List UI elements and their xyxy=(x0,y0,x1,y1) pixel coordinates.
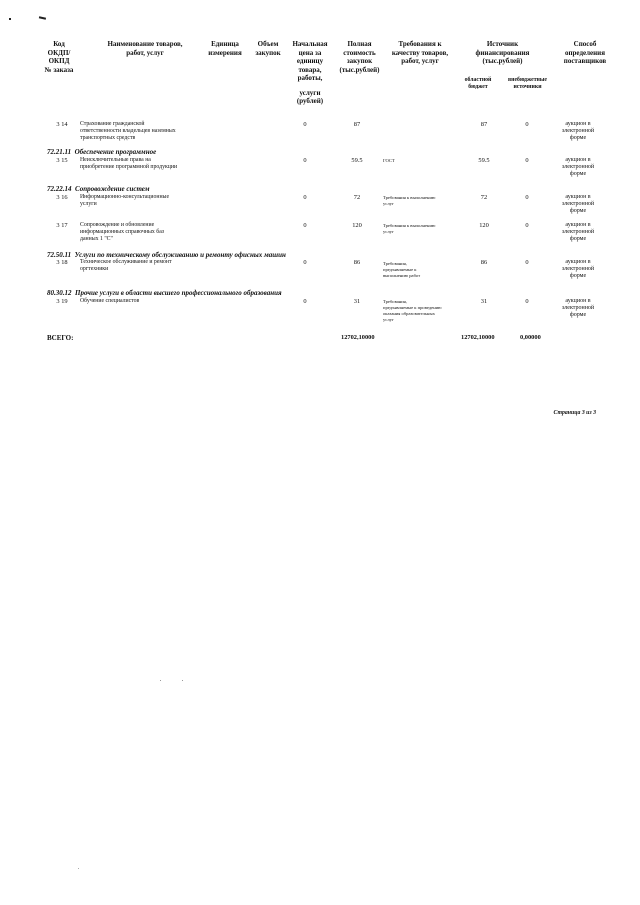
page-number: Страница 3 из 3 xyxy=(553,410,596,416)
header-funding-extra: внебюджетные источники xyxy=(508,77,547,90)
funding-extra: 0 xyxy=(525,298,529,305)
funding-regional: 59.5 xyxy=(478,157,490,164)
row-number: 3 16 xyxy=(56,194,68,201)
header-funding-regional: областной бюджет xyxy=(464,77,492,90)
unit-price: 0 xyxy=(303,121,307,128)
totals-total-cost: 12702,10000 xyxy=(341,334,375,341)
item-name: Страхование гражданской ответственности владельцев наземных транспортных средств xyxy=(80,121,176,141)
item-name: Сопровождение и обновление информационных справочных баз данных 1 "С" xyxy=(80,222,165,242)
item-name: Обучение специалистов xyxy=(80,298,140,304)
procurement-method: аукцион в электронной форме xyxy=(561,121,595,141)
procurement-method: аукцион в электронной форме xyxy=(561,157,595,177)
row-number: 3 15 xyxy=(56,157,68,164)
total-cost: 86 xyxy=(353,259,361,266)
header-method: Способ определения поставщиков xyxy=(563,40,607,65)
group-heading: 72.22.14 Сопровождение систем xyxy=(47,185,150,193)
header-name: Наименование товаров, работ, услуг xyxy=(107,40,183,57)
row-number: 3 14 xyxy=(56,121,68,128)
unit-price: 0 xyxy=(303,298,307,305)
scan-mark xyxy=(9,18,11,20)
funding-extra: 0 xyxy=(525,259,529,266)
requirements: Требования, предъявляемые к проведению оказания образовательных услуг xyxy=(383,299,442,322)
row-number: 3 19 xyxy=(56,298,68,305)
header-unit-price: Начальная цена за единицу товара, работы, услуги (рублей) xyxy=(292,40,328,105)
totals-extra: 0,00000 xyxy=(520,334,541,341)
unit-price: 0 xyxy=(303,157,307,164)
group-heading: 80.30.12 Прочие услуги в области высшего профессионального образования xyxy=(47,289,282,297)
procurement-method: аукцион в электронной форме xyxy=(561,194,595,214)
funding-extra: 0 xyxy=(525,222,529,229)
funding-regional: 72 xyxy=(480,194,488,201)
total-cost: 59.5 xyxy=(351,157,363,164)
total-cost: 120 xyxy=(352,222,362,229)
totals-label: ВСЕГО: xyxy=(47,334,74,342)
row-number: 3 18 xyxy=(56,259,68,266)
unit-price: 0 xyxy=(303,222,307,229)
total-cost: 87 xyxy=(353,121,361,128)
procurement-method: аукцион в электронной форме xyxy=(561,222,595,242)
total-cost: 72 xyxy=(353,194,361,201)
header-code: Код ОКДП/ ОКПД № заказа xyxy=(44,40,74,74)
item-name: Информационно-консультационные услуги xyxy=(80,194,170,207)
scan-speck xyxy=(182,680,183,681)
group-heading: 72.21.11 Обеспечение программное xyxy=(47,148,157,156)
scan-speck xyxy=(160,680,161,681)
funding-regional: 87 xyxy=(480,121,488,128)
requirements: ГОСТ xyxy=(383,158,395,163)
scan-speck xyxy=(78,868,79,869)
funding-extra: 0 xyxy=(525,194,529,201)
header-requirements: Требования к качеству товаров, работ, услуг xyxy=(391,40,449,65)
unit-price: 0 xyxy=(303,259,307,266)
requirements: Требования к выполнению услуг xyxy=(383,223,436,234)
requirements: Требования, предъявляемые к выполнению работ xyxy=(383,261,421,278)
funding-extra: 0 xyxy=(525,157,529,164)
header-total-cost: Полная стоимость закупок (тыс.рублей) xyxy=(339,40,380,74)
totals-regional: 12702,10000 xyxy=(461,334,495,341)
item-name: Неисключительные права на приобретение программной продукции xyxy=(80,157,178,170)
unit-price: 0 xyxy=(303,194,307,201)
scan-mark xyxy=(39,16,46,19)
funding-regional: 120 xyxy=(479,222,489,229)
row-number: 3 17 xyxy=(56,222,68,229)
group-heading: 72.50.11 Услуги по техническому обслуживанию и ремонту офисных машин xyxy=(47,251,286,259)
funding-extra: 0 xyxy=(525,121,529,128)
funding-regional: 86 xyxy=(480,259,488,266)
procurement-method: аукцион в электронной форме xyxy=(561,259,595,279)
requirements: Требования к выполнению услуг xyxy=(383,195,436,206)
header-volume: Объем закупок xyxy=(255,40,281,57)
header-unit: Единица измерения xyxy=(208,40,242,57)
funding-regional: 31 xyxy=(480,298,488,305)
header-funding: Источник финансирования (тыс.рублей) xyxy=(475,40,530,65)
procurement-method: аукцион в электронной форме xyxy=(561,298,595,318)
total-cost: 31 xyxy=(353,298,361,305)
item-name: Техническое обслуживание и ремонт оргтехники xyxy=(80,259,172,272)
